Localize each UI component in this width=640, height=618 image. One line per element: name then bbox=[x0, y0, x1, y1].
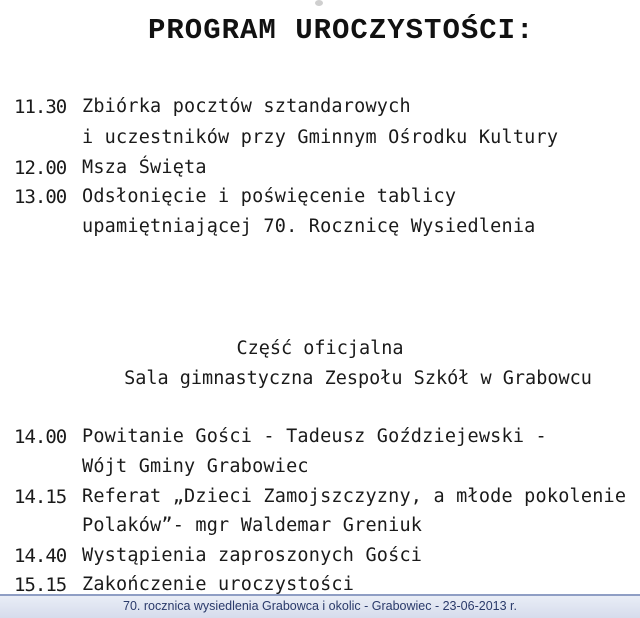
schedule-text: Odsłonięcie i poświęcenie tablicy bbox=[82, 186, 457, 207]
schedule-time: 13.00 bbox=[14, 186, 67, 208]
schedule-time: 11.30 bbox=[14, 96, 67, 118]
schedule-text: Msza Święta bbox=[82, 157, 207, 178]
schedule-text: Wójt Gminy Grabowiec bbox=[82, 456, 309, 477]
punch-hole-mark bbox=[315, 0, 323, 6]
schedule-time: 14.15 bbox=[14, 486, 67, 508]
schedule-time: 14.40 bbox=[14, 545, 67, 567]
official-part-location: Sala gimnastyczna Zespołu Szkół w Grabowcu bbox=[124, 368, 592, 389]
schedule-text: Powitanie Gości - Tadeusz Goździejewski - bbox=[82, 426, 547, 447]
page-title: PROGRAM UROCZYSTOŚCI: bbox=[148, 14, 535, 47]
schedule-text: Zbiórka pocztów sztandarowych bbox=[82, 96, 411, 117]
schedule-text: Polaków”- mgr Waldemar Greniuk bbox=[82, 515, 423, 536]
schedule-time: 15.15 bbox=[14, 574, 67, 594]
schedule-text: i uczestników przy Gminnym Ośrodku Kultury bbox=[82, 127, 559, 148]
schedule-time: 14.00 bbox=[14, 426, 67, 448]
schedule-text: Referat „Dzieci Zamojszczyzny, a młode pokolenie bbox=[82, 486, 627, 507]
schedule-text: upamiętniającej 70. Rocznicę Wysiedlenia bbox=[82, 216, 536, 237]
image-caption: 70. rocznica wysiedlenia Grabowca i okolic - Grabowiec - 23-06-2013 r. bbox=[0, 594, 640, 618]
schedule-text: Wystąpienia zaproszonych Gości bbox=[82, 545, 423, 566]
schedule-time: 12.00 bbox=[14, 157, 67, 179]
schedule-text: Zakończenie uroczystości bbox=[82, 574, 355, 594]
official-part-heading: Część oficjalna bbox=[236, 338, 404, 359]
